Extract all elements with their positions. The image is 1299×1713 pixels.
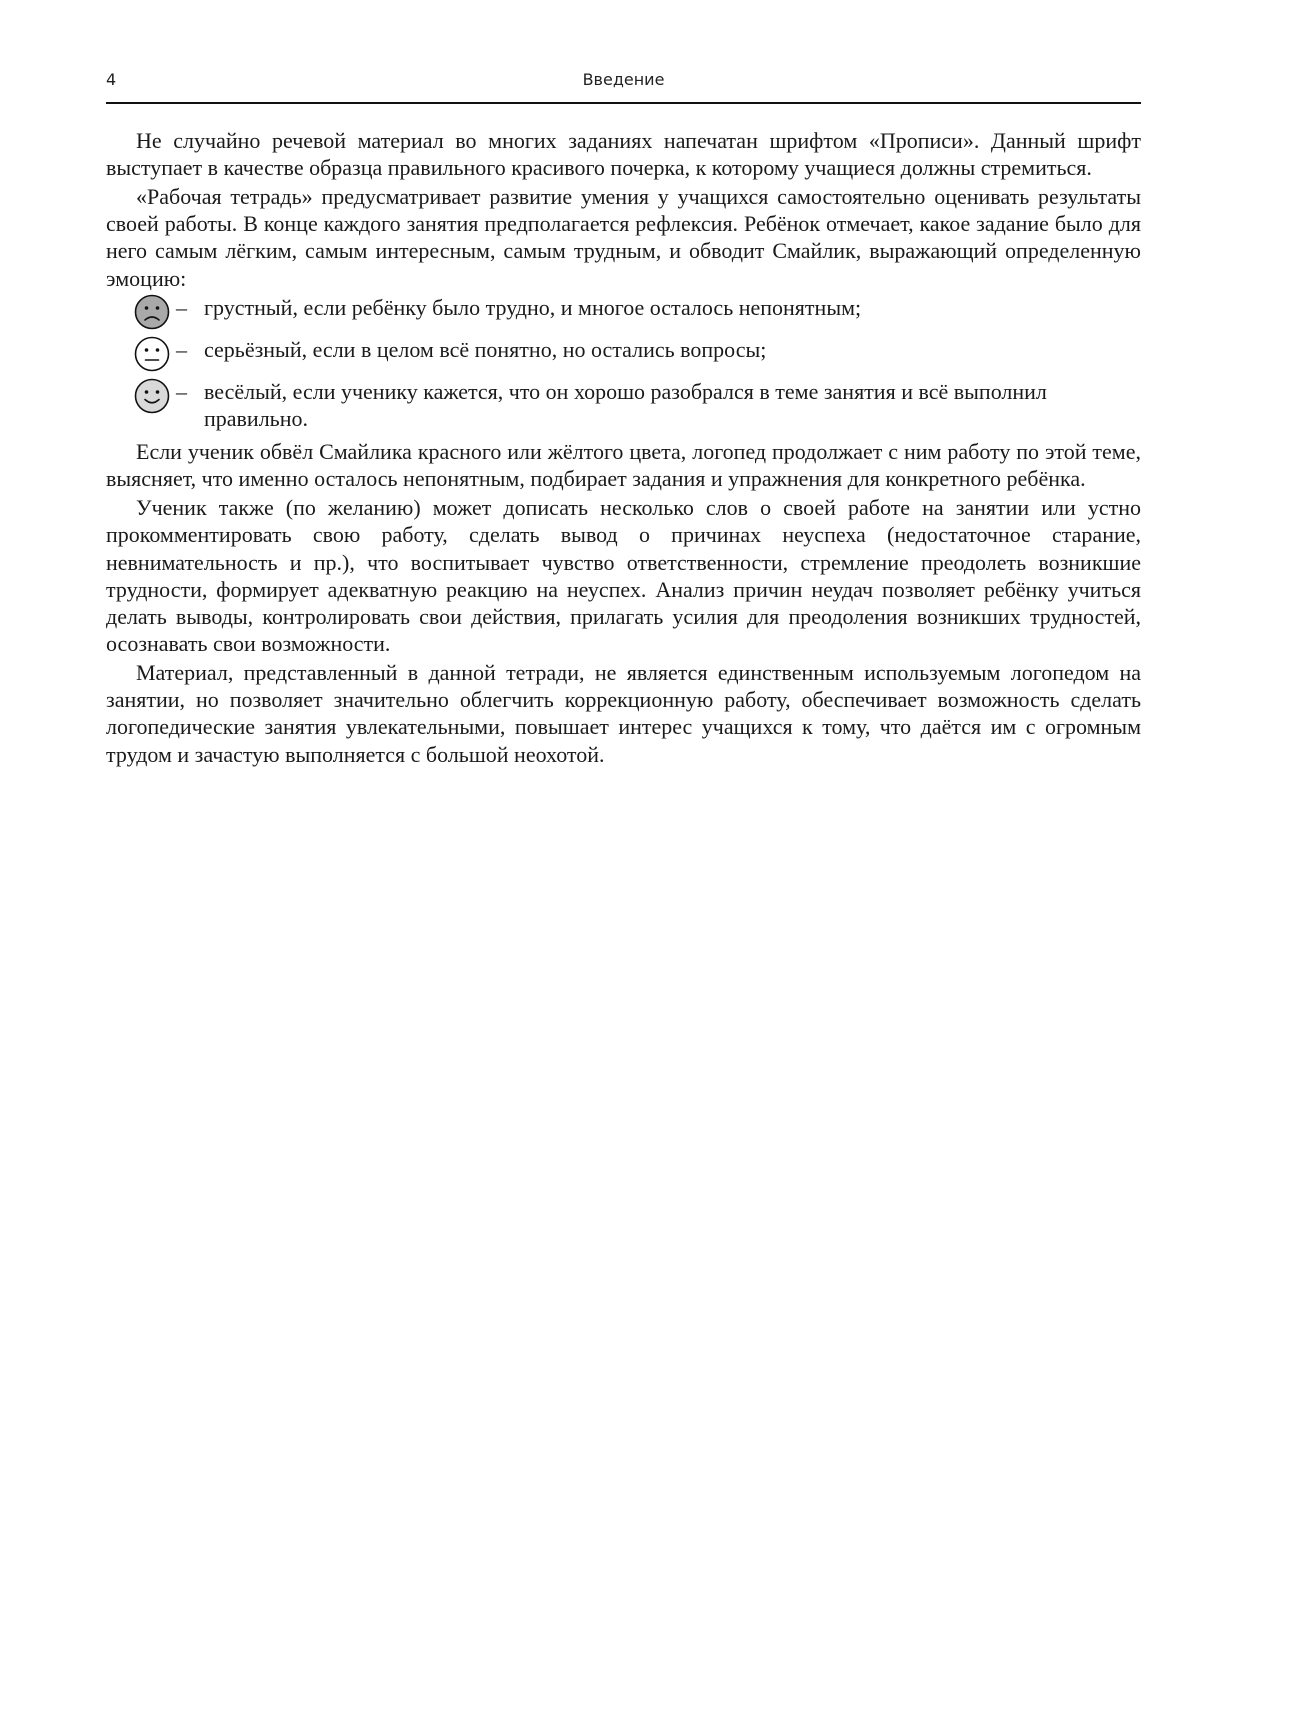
neutral-smiley-icon bbox=[134, 336, 170, 372]
mood-list bbox=[106, 294, 1141, 432]
mood-dash: – bbox=[176, 294, 187, 320]
happy-smiley-icon bbox=[134, 378, 170, 414]
paragraph: Если ученик обвёл Смайлика красного или жёлтого цвета, логопед продолжает с ним работу по этой теме, выясняет, что именно осталось непонятным, подбирает задания и упражнения для конкретного ребёнка. bbox=[106, 439, 1141, 492]
sad-smiley-icon bbox=[134, 294, 170, 330]
page-number: 4 bbox=[106, 70, 117, 89]
running-title: Введение bbox=[582, 70, 665, 89]
mood-item-sad bbox=[106, 294, 1141, 326]
paragraph: Ученик также (по желанию) может дописать несколько слов о своей работе на занятии или устно прокомментировать свою работу, сделать вывод о причинах неуспеха (недостаточное старание, невнимательность и пр.), что воспитывает чувство ответственности, стремление преодолеть возникшие трудности, формирует адекватную реакцию на неуспех. Анализ причин неудач позволяет ребёнку учиться делать выводы, контролировать свои действия, прилагать усилия для преодоления возникших трудностей, осознавать свои возможности. bbox=[106, 495, 1141, 657]
header-rule bbox=[106, 102, 1141, 104]
paragraph: Не случайно речевой материал во многих заданиях напечатан шрифтом «Прописи». Данный шрифт выступает в качестве образца правильного красивого почерка, к которому учащиеся должны стремиться. bbox=[106, 128, 1141, 181]
mood-item-happy bbox=[106, 378, 1141, 432]
mood-text: весёлый, если ученику кажется, что он хорошо разобрался в теме занятия и всё выполнил правильно. bbox=[204, 378, 1047, 432]
paragraph: «Рабочая тетрадь» предусматривает развитие умения у учащихся самостоятельно оценивать результаты своей работы. В конце каждого занятия предполагается рефлексия. Ребёнок отмечает, какое задание было для него самым лёгким, самым интересным, самым трудным, и обводит Смайлик, выражающий определенную эмоцию: bbox=[106, 184, 1141, 291]
body-text bbox=[106, 127, 1141, 769]
running-head bbox=[106, 70, 1141, 96]
mood-dash: – bbox=[176, 378, 187, 404]
mood-text: серьёзный, если в целом всё понятно, но остались вопросы; bbox=[204, 336, 767, 362]
mood-dash: – bbox=[176, 336, 187, 362]
mood-item-neutral bbox=[106, 336, 1141, 368]
mood-text: грустный, если ребёнку было трудно, и многое осталось непонятным; bbox=[204, 294, 862, 320]
paragraph: Материал, представленный в данной тетради, не является единственным используемым логопедом на занятии, но позволяет значительно облегчить коррекционную работу, обеспечивает возможность сделать логопедические занятия увлекательными, повышает интерес учащихся к тому, что даётся им с огромным трудом и зачастую выполняется с большой неохотой. bbox=[106, 660, 1141, 767]
